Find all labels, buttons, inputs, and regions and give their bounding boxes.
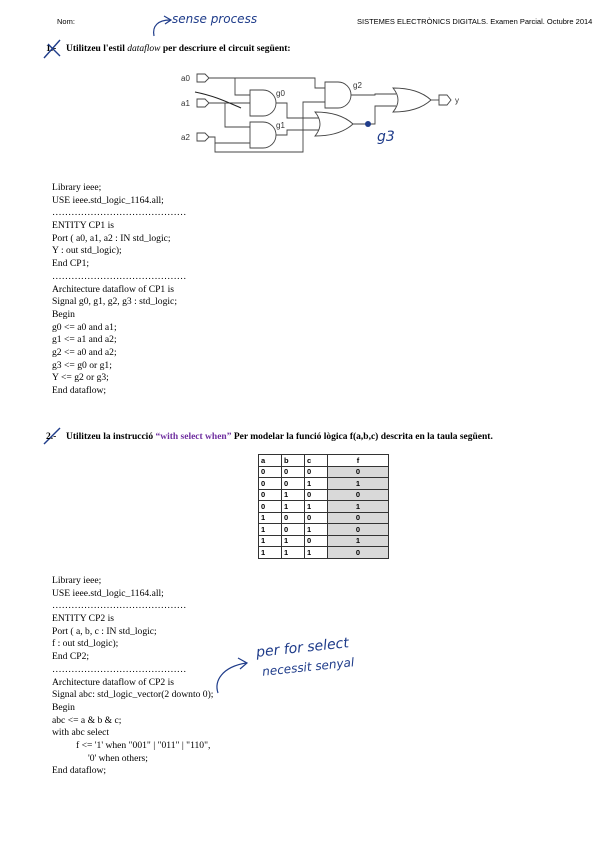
q1-number: 1.-	[46, 44, 57, 54]
cell: 1	[259, 547, 282, 559]
gate-or-out	[393, 88, 431, 112]
cell: 1	[305, 547, 328, 559]
q2-keyword: “with select when”	[155, 432, 232, 442]
header-c: c	[305, 455, 328, 467]
code-line: ENTITY CP2 is	[52, 613, 115, 625]
gate-g1	[250, 122, 276, 148]
code-line: ……………………………………	[52, 207, 187, 219]
cell: 1	[259, 512, 282, 524]
table-row	[259, 478, 389, 490]
code-line: abc <= a & b & c;	[52, 714, 122, 726]
cell: 0	[282, 524, 305, 536]
cell: 0	[328, 547, 389, 559]
q1-statement	[66, 44, 291, 54]
code-line: Begin	[52, 701, 75, 713]
code-line: Library ieee;	[52, 182, 102, 193]
label-g2: g2	[353, 81, 362, 90]
cell: 1	[259, 524, 282, 536]
cell: 0	[282, 466, 305, 478]
check-mark-q1	[40, 38, 66, 60]
code-line: Port ( a0, a1, a2 : IN std_logic;	[52, 232, 171, 244]
cell: 0	[305, 512, 328, 524]
code-line: Signal g0, g1, g2, g3 : std_logic;	[52, 296, 177, 308]
cell: 1	[305, 501, 328, 513]
gate-g2	[325, 82, 351, 108]
code-line: g1 <= a1 and a2;	[52, 334, 117, 346]
cell: 1	[282, 535, 305, 547]
code-line: ……………………………………	[52, 663, 187, 675]
cell: 1	[282, 501, 305, 513]
input-pin-a1	[197, 99, 209, 107]
code-line: Architecture dataflow of CP2 is	[52, 676, 175, 688]
cell: 1	[328, 501, 389, 513]
table-row	[259, 466, 389, 478]
code-line: Y <= g2 or g3;	[52, 372, 109, 384]
code-line: ……………………………………	[52, 270, 187, 282]
cell: 1	[328, 535, 389, 547]
code-line: End dataflow;	[52, 765, 107, 777]
cell: 0	[328, 466, 389, 478]
code-line: USE ieee.std_logic_1164.all;	[52, 194, 164, 206]
cell: 0	[305, 466, 328, 478]
q2-statement	[66, 432, 493, 442]
code-line: ENTITY CP1 is	[52, 220, 115, 232]
code-line: Library ieee;	[52, 575, 102, 586]
cell: 0	[305, 535, 328, 547]
cell: 0	[305, 489, 328, 501]
code-line: Signal abc: std_logic_vector(2 downto 0);	[52, 689, 214, 701]
code-line: USE ieee.std_logic_1164.all;	[52, 587, 164, 599]
table-row	[259, 524, 389, 536]
cell: 1	[328, 478, 389, 490]
code-line: f <= '1' when "001" | "011" | "110",	[52, 739, 211, 751]
code-block-2	[52, 575, 213, 778]
truth-table	[258, 454, 389, 559]
q2-text-after: Per modelar la funció lògica f(a,b,c) descrita en la taula següent.	[233, 432, 493, 442]
code-line: g2 <= a0 and a2;	[52, 346, 117, 358]
note-top: sense process	[172, 12, 258, 26]
code-line: f : out std_logic);	[52, 638, 119, 650]
header-a: a	[259, 455, 282, 467]
code-line: g3 <= g0 or g1;	[52, 359, 112, 371]
table-row	[259, 489, 389, 501]
circuit-diagram	[175, 66, 475, 156]
cell: 0	[259, 478, 282, 490]
table-row	[259, 547, 389, 559]
code-line: End CP2;	[52, 651, 90, 663]
q1-text-after: per descriure el circuit següent:	[162, 44, 291, 54]
code-line: End dataflow;	[52, 385, 107, 396]
cell: 0	[282, 512, 305, 524]
table-row	[259, 501, 389, 513]
code-block-1	[52, 182, 186, 398]
cell: 1	[282, 547, 305, 559]
output-pin-y	[439, 95, 451, 105]
q1-text-before: Utilitzeu l'estil	[66, 44, 125, 54]
q2-number: 2.-	[46, 432, 57, 442]
code-line: Begin	[52, 308, 75, 320]
gate-g0	[250, 90, 276, 116]
cell: 0	[282, 478, 305, 490]
cell: 1	[305, 524, 328, 536]
label-a0: a0	[181, 74, 190, 83]
label-a2: a2	[181, 133, 190, 142]
code-line: Y : out std_logic);	[52, 245, 122, 257]
g3-node	[365, 121, 371, 127]
gate-g3	[315, 112, 353, 136]
cell: 1	[282, 489, 305, 501]
note-arrow-q2	[212, 655, 262, 697]
header-b: b	[282, 455, 305, 467]
label-g0: g0	[276, 89, 285, 98]
cell: 0	[259, 466, 282, 478]
cell: 1	[305, 478, 328, 490]
code-line: End CP1;	[52, 258, 90, 270]
code-line: with abc select	[52, 727, 110, 739]
cell: 0	[259, 501, 282, 513]
code-line: g0 <= a0 and a1;	[52, 321, 117, 333]
note-g3: g3	[377, 129, 395, 145]
input-pin-a2	[197, 133, 209, 141]
cell: 1	[259, 535, 282, 547]
cell: 0	[328, 524, 389, 536]
cell: 0	[328, 489, 389, 501]
input-pin-a0	[197, 74, 209, 82]
code-line: Port ( a, b, c : IN std_logic;	[52, 625, 157, 637]
label-g1: g1	[276, 121, 285, 130]
name-label: Nom:	[57, 17, 75, 26]
note-q2-line1: per for select	[255, 635, 350, 661]
header-f: f	[328, 455, 389, 467]
table-row	[259, 535, 389, 547]
cell: 0	[259, 489, 282, 501]
q2-text-before: Utilitzeu la instrucció	[66, 432, 154, 442]
code-line: Architecture dataflow of CP1 is	[52, 283, 175, 295]
exam-title: SISTEMES ELECTRÒNICS DIGITALS. Examen Parcial. Octubre 2014	[357, 17, 593, 26]
table-row	[259, 512, 389, 524]
code-line: '0' when others;	[52, 752, 148, 764]
label-y: y	[455, 96, 459, 105]
q1-text-italic: dataflow	[127, 44, 161, 54]
label-a1: a1	[181, 99, 190, 108]
code-line: ……………………………………	[52, 600, 187, 612]
cell: 0	[328, 512, 389, 524]
note-q2-line2: necessit senyal	[261, 655, 355, 679]
truth-table-header	[259, 455, 389, 467]
